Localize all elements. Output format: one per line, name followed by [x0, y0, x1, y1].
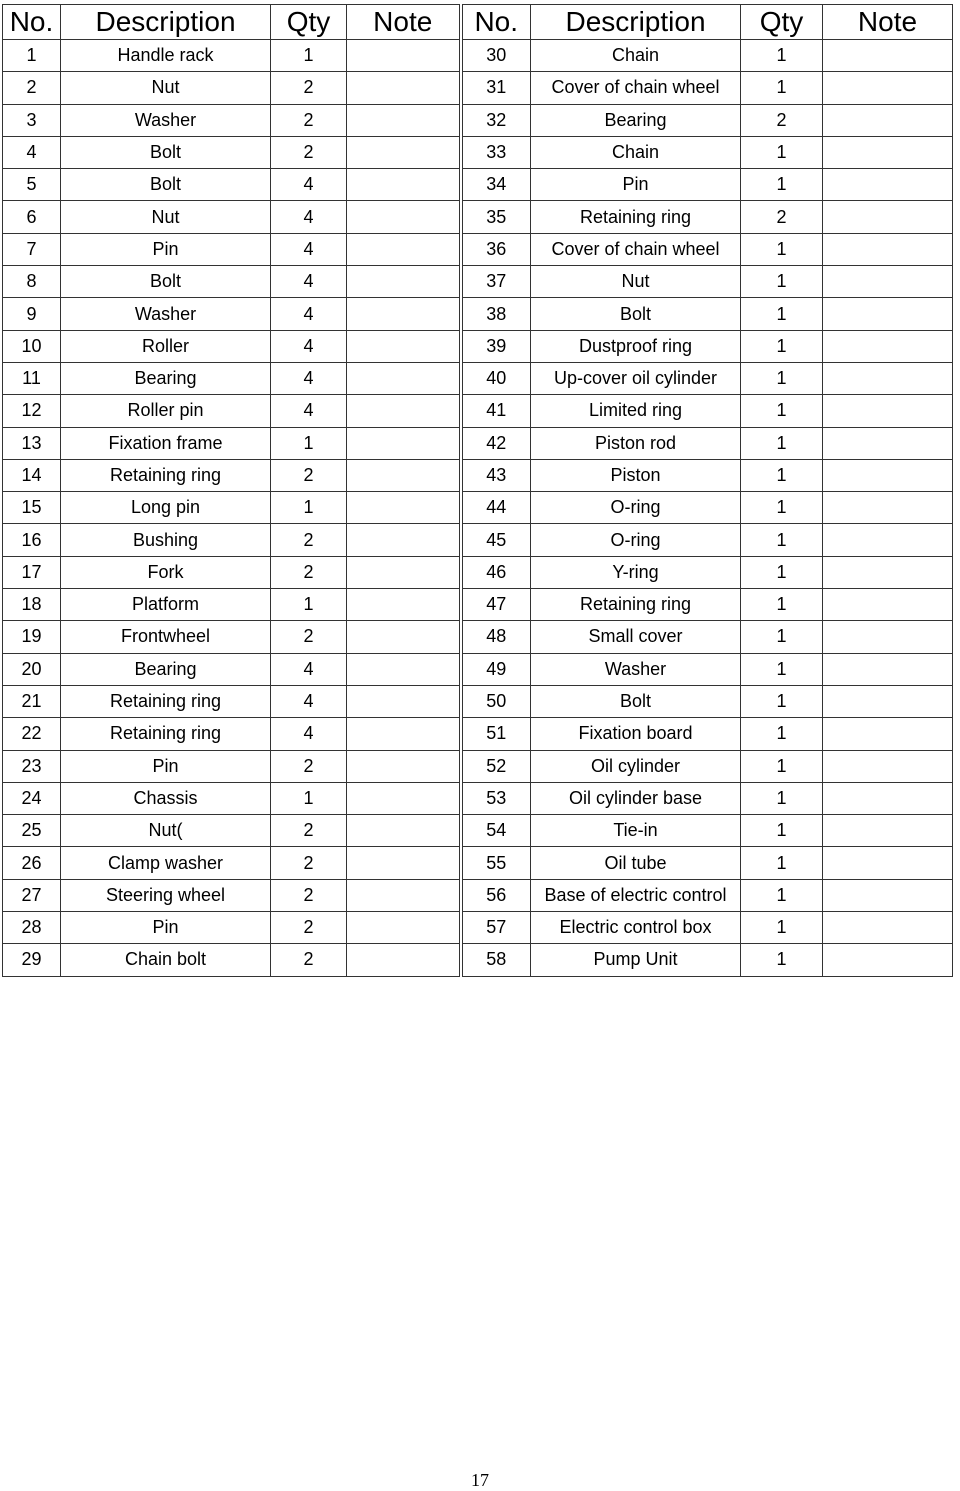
qty-cell: 4 [271, 298, 347, 330]
table-row [3, 556, 953, 588]
note-cell [823, 685, 953, 717]
qty-cell: 1 [741, 40, 823, 72]
note-cell [823, 815, 953, 847]
note-cell [823, 330, 953, 362]
qty-cell: 1 [741, 233, 823, 265]
qty-cell: 2 [271, 104, 347, 136]
note-cell [823, 589, 953, 621]
description-cell: Nut [61, 72, 271, 104]
part-number-cell: 7 [3, 233, 61, 265]
header-description: Description [61, 5, 271, 40]
part-number-cell: 17 [3, 556, 61, 588]
qty-cell: 1 [741, 427, 823, 459]
part-number-cell: 5 [3, 169, 61, 201]
table-header-row [3, 5, 953, 40]
note-cell [347, 169, 461, 201]
description-cell: Frontwheel [61, 621, 271, 653]
note-cell [347, 782, 461, 814]
note-cell [823, 653, 953, 685]
note-cell [823, 879, 953, 911]
qty-cell: 1 [741, 621, 823, 653]
description-cell: Fixation board [531, 718, 741, 750]
table-row [3, 298, 953, 330]
part-number-cell: 36 [461, 233, 531, 265]
description-cell: Oil cylinder base [531, 782, 741, 814]
description-cell: Nut( [61, 815, 271, 847]
qty-cell: 1 [741, 782, 823, 814]
note-cell [347, 621, 461, 653]
table-row [3, 233, 953, 265]
part-number-cell: 20 [3, 653, 61, 685]
qty-cell: 1 [741, 492, 823, 524]
part-number-cell: 57 [461, 912, 531, 944]
header-note: Note [823, 5, 953, 40]
part-number-cell: 32 [461, 104, 531, 136]
qty-cell: 2 [271, 459, 347, 491]
note-cell [347, 879, 461, 911]
description-cell: Bearing [61, 653, 271, 685]
part-number-cell: 31 [461, 72, 531, 104]
qty-cell: 2 [271, 72, 347, 104]
part-number-cell: 13 [3, 427, 61, 459]
note-cell [347, 72, 461, 104]
part-number-cell: 3 [3, 104, 61, 136]
part-number-cell: 55 [461, 847, 531, 879]
header-no: No. [3, 5, 61, 40]
qty-cell: 2 [741, 104, 823, 136]
part-number-cell: 50 [461, 685, 531, 717]
qty-cell: 1 [741, 362, 823, 394]
description-cell: Retaining ring [531, 201, 741, 233]
note-cell [823, 362, 953, 394]
qty-cell: 1 [741, 718, 823, 750]
note-cell [347, 589, 461, 621]
table-row [3, 524, 953, 556]
note-cell [823, 266, 953, 298]
qty-cell: 2 [271, 815, 347, 847]
qty-cell: 4 [271, 266, 347, 298]
qty-cell: 1 [741, 653, 823, 685]
part-number-cell: 43 [461, 459, 531, 491]
description-cell: Bearing [531, 104, 741, 136]
description-cell: Bolt [61, 136, 271, 168]
page-number: 17 [471, 1470, 489, 1490]
note-cell [347, 40, 461, 72]
description-cell: Y-ring [531, 556, 741, 588]
note-cell [823, 233, 953, 265]
description-cell: Retaining ring [531, 589, 741, 621]
qty-cell: 1 [741, 556, 823, 588]
table-row [3, 104, 953, 136]
part-number-cell: 53 [461, 782, 531, 814]
qty-cell: 2 [741, 201, 823, 233]
qty-cell: 4 [271, 330, 347, 362]
table-row [3, 782, 953, 814]
note-cell [823, 136, 953, 168]
table-row [3, 944, 953, 976]
table-row [3, 330, 953, 362]
part-number-cell: 56 [461, 879, 531, 911]
note-cell [823, 912, 953, 944]
part-number-cell: 27 [3, 879, 61, 911]
description-cell: Retaining ring [61, 685, 271, 717]
description-cell: Up-cover oil cylinder [531, 362, 741, 394]
qty-cell: 1 [271, 782, 347, 814]
note-cell [347, 459, 461, 491]
table-row [3, 718, 953, 750]
qty-cell: 4 [271, 362, 347, 394]
note-cell [347, 750, 461, 782]
qty-cell: 1 [741, 136, 823, 168]
part-number-cell: 38 [461, 298, 531, 330]
part-number-cell: 58 [461, 944, 531, 976]
note-cell [823, 492, 953, 524]
table-row [3, 136, 953, 168]
part-number-cell: 4 [3, 136, 61, 168]
description-cell: Retaining ring [61, 459, 271, 491]
description-cell: Piston rod [531, 427, 741, 459]
description-cell: Clamp washer [61, 847, 271, 879]
note-cell [823, 72, 953, 104]
description-cell: Retaining ring [61, 718, 271, 750]
description-cell: Small cover [531, 621, 741, 653]
qty-cell: 2 [271, 136, 347, 168]
description-cell: Bushing [61, 524, 271, 556]
qty-cell: 1 [741, 266, 823, 298]
qty-cell: 1 [741, 912, 823, 944]
description-cell: Chain bolt [61, 944, 271, 976]
part-number-cell: 10 [3, 330, 61, 362]
part-number-cell: 1 [3, 40, 61, 72]
description-cell: Fixation frame [61, 427, 271, 459]
part-number-cell: 8 [3, 266, 61, 298]
header-description: Description [531, 5, 741, 40]
part-number-cell: 33 [461, 136, 531, 168]
table-row [3, 589, 953, 621]
part-number-cell: 42 [461, 427, 531, 459]
description-cell: Handle rack [61, 40, 271, 72]
description-cell: Bolt [531, 685, 741, 717]
part-number-cell: 9 [3, 298, 61, 330]
qty-cell: 1 [271, 589, 347, 621]
qty-cell: 1 [741, 524, 823, 556]
part-number-cell: 41 [461, 395, 531, 427]
qty-cell: 1 [741, 879, 823, 911]
part-number-cell: 11 [3, 362, 61, 394]
qty-cell: 1 [741, 459, 823, 491]
note-cell [823, 782, 953, 814]
note-cell [823, 944, 953, 976]
part-number-cell: 2 [3, 72, 61, 104]
qty-cell: 4 [271, 395, 347, 427]
description-cell: Nut [61, 201, 271, 233]
qty-cell: 4 [271, 685, 347, 717]
description-cell: Chain [531, 40, 741, 72]
note-cell [823, 427, 953, 459]
qty-cell: 1 [741, 395, 823, 427]
part-number-cell: 21 [3, 685, 61, 717]
part-number-cell: 39 [461, 330, 531, 362]
qty-cell: 1 [271, 40, 347, 72]
description-cell: Steering wheel [61, 879, 271, 911]
description-cell: Chain [531, 136, 741, 168]
description-cell: Base of electric control [531, 879, 741, 911]
table-row [3, 395, 953, 427]
note-cell [823, 298, 953, 330]
qty-cell: 2 [271, 879, 347, 911]
description-cell: Pin [61, 750, 271, 782]
qty-cell: 4 [271, 653, 347, 685]
description-cell: Piston [531, 459, 741, 491]
header-qty: Qty [271, 5, 347, 40]
qty-cell: 1 [741, 330, 823, 362]
part-number-cell: 40 [461, 362, 531, 394]
note-cell [823, 104, 953, 136]
note-cell [347, 201, 461, 233]
note-cell [347, 847, 461, 879]
note-cell [347, 524, 461, 556]
description-cell: Dustproof ring [531, 330, 741, 362]
table-row [3, 621, 953, 653]
table-row [3, 427, 953, 459]
qty-cell: 2 [271, 556, 347, 588]
part-number-cell: 23 [3, 750, 61, 782]
description-cell: Pin [61, 912, 271, 944]
note-cell [347, 912, 461, 944]
part-number-cell: 30 [461, 40, 531, 72]
note-cell [823, 169, 953, 201]
table-body [3, 40, 953, 977]
part-number-cell: 45 [461, 524, 531, 556]
part-number-cell: 48 [461, 621, 531, 653]
table-row [3, 879, 953, 911]
description-cell: Pin [61, 233, 271, 265]
note-cell [347, 492, 461, 524]
table-row [3, 750, 953, 782]
qty-cell: 1 [741, 685, 823, 717]
header-no: No. [461, 5, 531, 40]
description-cell: Washer [61, 104, 271, 136]
description-cell: Bolt [61, 169, 271, 201]
part-number-cell: 24 [3, 782, 61, 814]
description-cell: Washer [531, 653, 741, 685]
qty-cell: 4 [271, 169, 347, 201]
description-cell: Long pin [61, 492, 271, 524]
qty-cell: 1 [271, 427, 347, 459]
description-cell: Tie-in [531, 815, 741, 847]
description-cell: Pump Unit [531, 944, 741, 976]
note-cell [823, 750, 953, 782]
note-cell [347, 266, 461, 298]
qty-cell: 2 [271, 944, 347, 976]
table-row [3, 815, 953, 847]
qty-cell: 1 [741, 169, 823, 201]
note-cell [347, 685, 461, 717]
note-cell [347, 330, 461, 362]
note-cell [823, 847, 953, 879]
table-row [3, 201, 953, 233]
qty-cell: 4 [271, 233, 347, 265]
qty-cell: 1 [741, 944, 823, 976]
table-row [3, 847, 953, 879]
table-row [3, 40, 953, 72]
description-cell: O-ring [531, 492, 741, 524]
note-cell [347, 362, 461, 394]
qty-cell: 2 [271, 912, 347, 944]
description-cell: Bolt [61, 266, 271, 298]
note-cell [823, 40, 953, 72]
header-note: Note [347, 5, 461, 40]
part-number-cell: 12 [3, 395, 61, 427]
description-cell: Fork [61, 556, 271, 588]
part-number-cell: 47 [461, 589, 531, 621]
qty-cell: 1 [741, 847, 823, 879]
note-cell [823, 459, 953, 491]
table-row [3, 685, 953, 717]
part-number-cell: 15 [3, 492, 61, 524]
table-row [3, 266, 953, 298]
description-cell: Electric control box [531, 912, 741, 944]
qty-cell: 1 [741, 589, 823, 621]
note-cell [823, 556, 953, 588]
description-cell: Cover of chain wheel [531, 233, 741, 265]
part-number-cell: 19 [3, 621, 61, 653]
description-cell: Limited ring [531, 395, 741, 427]
table-row [3, 492, 953, 524]
note-cell [347, 556, 461, 588]
note-cell [347, 233, 461, 265]
part-number-cell: 35 [461, 201, 531, 233]
part-number-cell: 54 [461, 815, 531, 847]
qty-cell: 4 [271, 718, 347, 750]
note-cell [347, 815, 461, 847]
table-row [3, 653, 953, 685]
part-number-cell: 16 [3, 524, 61, 556]
description-cell: Oil tube [531, 847, 741, 879]
note-cell [347, 136, 461, 168]
description-cell: Pin [531, 169, 741, 201]
note-cell [347, 427, 461, 459]
part-number-cell: 18 [3, 589, 61, 621]
part-number-cell: 22 [3, 718, 61, 750]
qty-cell: 2 [271, 524, 347, 556]
part-number-cell: 51 [461, 718, 531, 750]
qty-cell: 1 [271, 492, 347, 524]
part-number-cell: 6 [3, 201, 61, 233]
description-cell: Bearing [61, 362, 271, 394]
table-row [3, 169, 953, 201]
part-number-cell: 26 [3, 847, 61, 879]
table-row [3, 362, 953, 394]
note-cell [347, 395, 461, 427]
note-cell [823, 201, 953, 233]
note-cell [823, 524, 953, 556]
description-cell: Chassis [61, 782, 271, 814]
qty-cell: 2 [271, 750, 347, 782]
qty-cell: 1 [741, 750, 823, 782]
qty-cell: 4 [271, 201, 347, 233]
description-cell: Bolt [531, 298, 741, 330]
note-cell [347, 653, 461, 685]
part-number-cell: 49 [461, 653, 531, 685]
qty-cell: 1 [741, 72, 823, 104]
table-row [3, 72, 953, 104]
note-cell [347, 104, 461, 136]
part-number-cell: 52 [461, 750, 531, 782]
qty-cell: 2 [271, 847, 347, 879]
description-cell: Roller [61, 330, 271, 362]
description-cell: Roller pin [61, 395, 271, 427]
description-cell: Nut [531, 266, 741, 298]
table-row [3, 912, 953, 944]
qty-cell: 1 [741, 298, 823, 330]
note-cell [347, 944, 461, 976]
note-cell [823, 395, 953, 427]
description-cell: Oil cylinder [531, 750, 741, 782]
note-cell [823, 621, 953, 653]
part-number-cell: 14 [3, 459, 61, 491]
description-cell: O-ring [531, 524, 741, 556]
part-number-cell: 46 [461, 556, 531, 588]
note-cell [823, 718, 953, 750]
part-number-cell: 29 [3, 944, 61, 976]
note-cell [347, 298, 461, 330]
part-number-cell: 37 [461, 266, 531, 298]
qty-cell: 1 [741, 815, 823, 847]
parts-list-table [2, 4, 953, 977]
qty-cell: 2 [271, 621, 347, 653]
note-cell [347, 718, 461, 750]
description-cell: Platform [61, 589, 271, 621]
description-cell: Cover of chain wheel [531, 72, 741, 104]
part-number-cell: 25 [3, 815, 61, 847]
part-number-cell: 28 [3, 912, 61, 944]
part-number-cell: 34 [461, 169, 531, 201]
table-row [3, 459, 953, 491]
description-cell: Washer [61, 298, 271, 330]
header-qty: Qty [741, 5, 823, 40]
part-number-cell: 44 [461, 492, 531, 524]
